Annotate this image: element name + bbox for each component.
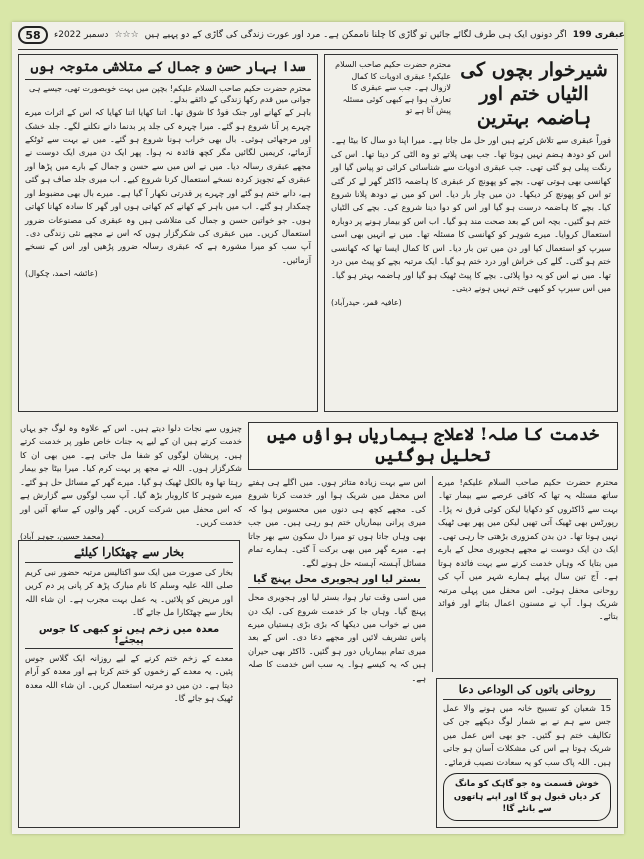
magazine-page bbox=[12, 22, 624, 834]
header-tagline: اگر دونوں ایک ہی طرف لگائے جائیں تو گاڑی کا چلنا ناممکن ہے۔ مرد اور عورت زندگی کی گاڑی کے دو پہیے ہیں bbox=[144, 30, 567, 40]
article-salutation: محترم حضرت حکیم صاحب السلام علیکم! بچپن میں بہت خوبصورت تھی، جیسے ہی جوانی میں قدم رکھا زندگی کے ذائقے بدلے۔ bbox=[29, 83, 311, 105]
article-body: 15 شعبان کو تسبیح خانہ میں ہونے والا عمل جس سے ہم نے بے شمار لوگ دیکھے جن کی تکالیف ختم ہو گئیں۔ جو بھی اس عمل میں شریک ہوتا ہے اس کی مشکلات آسان ہو جاتی ہیں۔ اللہ پاک سب کو یہ سعادت نصیب فرمائے۔ bbox=[443, 702, 611, 767]
article-body-continued: میں اسی وقت تیار ہوا، بستر لیا اور ہجویری محل پہنچ گیا۔ وہاں جا کر خدمت شروع کی۔ ایک دن میں نے خواب میں دیکھا کہ بڑی بڑی ہستیاں میرے پاس تشریف لائیں اور مجھے دعا دی۔ اس کے بعد میری تمام بیماریاں دور ہو گئیں۔ ڈاکٹر بھی حیران ہیں کہ یہ کیسے ہوا۔ یہ سب اس خدمت کا صلہ ہے۔ bbox=[248, 592, 426, 683]
article-title: روحانی باتوں کی الوداعی دعا bbox=[443, 683, 611, 700]
article-fever-relief bbox=[18, 540, 240, 828]
running-head bbox=[12, 22, 624, 48]
article-subheading: بستر لیا اور ہجویری محل پہنچ گیا bbox=[248, 574, 426, 588]
article-body: اس سے بہت زیادہ متاثر ہوں۔ میں اگلے ہی ہفتے اس محفل میں شریک ہوا اور خدمت کرنا شروع کی۔ مجھے کچھ ہی دنوں میں محسوس ہوا کہ میری پرانی بیماریاں ختم ہو رہی ہیں۔ میں جب بھی وہاں جاتا ہوں تو میرا دل سکون سے بھر جاتا ہے۔ میرے گھر میں بھی برکت آ گئی۔ ہمارے تمام مسائل آہستہ آہستہ حل ہونے لگے۔ bbox=[248, 477, 426, 568]
magazine-folio: عبقری 199 bbox=[572, 30, 625, 40]
article-service-right-column bbox=[438, 476, 618, 672]
article-title: بخار سے چھٹکارا کیلئے bbox=[25, 545, 233, 563]
article-farewell-prayer bbox=[436, 678, 618, 828]
article-body: محترم حضرت حکیم صاحب السلام علیکم! میرے ساتھ مسئلہ یہ تھا کہ کافی عرصے سے بیمار تھا۔ بہت سے ڈاکٹروں کو دکھایا لیکن کوئی فرق نہ پڑا۔ رپورٹس بھی ٹھیک آتی تھیں لیکن میں پھر بھی ٹھیک نہیں ہوتا تھا۔ دن بدن کمزوری بڑھتی جا رہی تھی۔ ایک دن ایک دوست نے مجھے ہجویری محل کے بارے میں بتایا کہ وہاں خدمت کرنے سے بہت فائدہ ہوتا ہے۔ آج تین سال پہلے ہمارے شہر میں آپ کی روحانی محفل ہوئی۔ اس محفل میں پہلی مرتبہ شریک ہوا۔ آپ نے مسنون اعمال بتائے اور فوائد بتائے۔ bbox=[438, 477, 618, 622]
lucky-note-pill: خوش قسمت وہ جو گاہک کو مانگ کر دیاں قبول ہو گا اور اپنے ہاتھوں سے بانٹے گا! bbox=[443, 773, 611, 821]
article-service-left-column bbox=[20, 422, 242, 541]
article-body: باہر کے کھانے اور جنک فوڈ کا شوق تھا۔ اتنا کھایا اتنا کھایا کہ اس کے اثرات میرے چہرے پر آنا شروع ہو گئے۔ میرا چہرہ کی جلد پر بدنما دانے نکلنے لگے۔ جلد خشک اور مرجھائی ہوئی۔ بال بھی خراب ہونا شروع ہو گئے۔ میں نے بہت سے ٹوٹکے آزمائے، کریمیں لگائیں مگر کچھ فائدہ نہ ہوا۔ پھر ایک دن میری ایک دوست نے مجھے عبقری رسالہ دیا۔ میں نے اس میں سے حسن و جمال کے بارے میں پڑھا اور عبقری کے تجویز کردہ نسخے استعمال کرنا شروع کیے۔ اب میری جلد صاف ہو گئی ہے، دانے ختم ہو گئے اور چہرے پر قدرتی نکھار آ گیا ہے۔ میرے بال بھی مضبوط اور چمکدار ہو گئے۔ اب میں باہر کے کھانے کم کھاتی ہوں اور گھر کا سادہ کھانا کھاتی ہوں۔ جو خواتین حسن و جمال کی متلاشی ہیں وہ عبقری کی مصنوعات ضرور استعمال کریں۔ میں عبقری کی شکرگزار ہوں کہ اس نے مجھے نئی زندگی دی۔ آپ سب کو میرا مشورہ ہے کہ عبقری رسالہ ضرور پڑھیں اور اس کے نسخے آزمائیں۔ bbox=[25, 107, 311, 265]
article-service-middle-column bbox=[248, 476, 426, 826]
issue-date: دسمبر 2022ء bbox=[54, 30, 109, 40]
article-subheading: معدہ میں زخم ہیں تو کبھی کا جوس پیجئے! bbox=[25, 624, 233, 649]
article-signature: (عافیہ قمر، حیدرآباد) bbox=[331, 297, 402, 307]
article-signature: (محمد حسین، جوہر آباد) bbox=[20, 531, 104, 541]
column-divider bbox=[432, 476, 433, 672]
article-body: چیزوں سے نجات دلوا دیتے ہیں۔ اس کے علاوہ وہ لوگ جو یہاں خدمت کرتے ہیں ان کے لیے یہ جنات خاص طور پر خدمت کرتے ہیں۔ پریشان لوگوں کو شفا مل جاتی ہے۔ میں بھی ان کا شکرگزار ہوں۔ اللہ نے مجھ پر بہت کرم کیا۔ میرا بیٹا جو بیمار رہتا تھا وہ بالکل ٹھیک ہو گیا۔ میرے گھر کے مسائل حل ہو گئے۔ میرے شوہر کا کاروبار بڑھ گیا۔ آپ سب لوگوں سے گزارش ہے کہ اس محفل میں شرکت کریں۔ گھر والوں کے ساتھ آئیں اور خدمت کریں۔ bbox=[20, 423, 242, 528]
article-infant-vomiting bbox=[324, 54, 618, 412]
article-title: سدا بہار حسن و جمال کے متلاشی متوجہ ہوں bbox=[25, 59, 311, 80]
article-title: شیرخوار بچوں کی الٹیاں ختم اور ہاضمہ بہترین bbox=[460, 59, 608, 129]
stars-ornament: ☆☆☆ bbox=[114, 30, 139, 40]
article-beauty-seekers bbox=[18, 54, 318, 412]
article-body-continued: معدے کے زخم ختم کرنے کے لیے روزانہ ایک گلاس جوس پئیں۔ یہ معدے کے زخموں کو ختم کرتا ہے اور معدہ کو آرام دیتا ہے۔ دن میں دو مرتبہ استعمال کریں۔ ان شاء اللہ معدہ ٹھیک ہو جائے گا۔ bbox=[25, 652, 233, 704]
article-body: بخار کی صورت میں ایک سو اکتالیس مرتبہ حضور نبی کریم صلی اللہ علیہ وسلم کا نام مبارک پڑھ کر پانی پر دم کریں اور مریض کو پلائیں۔ یہ عمل بہت مجرب ہے۔ ان شاء اللہ بخار سے چھٹکارا مل جائے گا۔ bbox=[25, 567, 233, 618]
article-signature: (عائشہ احمد، چکوال) bbox=[25, 269, 98, 279]
page-number: 58 bbox=[18, 26, 48, 44]
header-rule bbox=[18, 49, 618, 50]
article-title: خدمت کا صلہ! لاعلاج بیماریاں ہواؤں میں تحلیل ہوگئیں bbox=[267, 424, 599, 466]
service-reward-banner bbox=[248, 422, 618, 470]
article-body: فوراً عبقری سے تلاش کرتے ہیں اور حل مل جاتا ہے۔ میرا اپنا دو سال کا بیٹا ہے۔ اس کو دودھ ہضم نہیں ہوتا تھا۔ جب بھی پلاتے تو وہ الٹی کر دیتا تھا۔ اس کی رنگت پیلی ہو گئی تھی۔ جب عبقری ادویات سے شناسائی کرائی تو پیاس گیا اور کھانسی بھی ہوتی تھی۔ بچے کو پھونچ کر عبقری کا ہاضمہ ڈاکٹر گھر لے کر گئی تو اس کو پھونچ کر دیکھا۔ دن میں چار بار دیا۔ اس کو میں نے دودھ پلانا شروع کیا۔ بچے کا ہاضمہ درست ہو گیا اور اس کو دوا دینا شروع کی۔ بچے کی الٹیاں ختم ہو گئیں۔ بچہ اس کے بعد صحت مند ہو گیا۔ اب اس کو بیمار ہونے پر دوبارہ استعمال کروایا۔ میرے شوہر کو کھانسی کا مسئلہ تھا۔ میں نے انہیں بھی اسی سیرپ کو استعمال کیا اور دن میں تین بار دیا۔ اس کا کمال ایسا تھا کہ کھانسی ختم ہو گئی۔ گلے کی خراش اور درد ختم ہو گیا۔ ایک مرتبہ بچے کو پیٹ میں درد تھا۔ میں نے اس کو یہ دوا پلائی۔ بچے کا پیٹ ٹھیک ہو گیا اور ہاضمہ بہتر ہو گیا۔ میں اس سیرپ کو کبھی ختم نہیں ہونے دیتی۔ bbox=[331, 135, 611, 294]
article-salutation: محترم حضرت حکیم صاحب السلام علیکم! عبقری ادویات کا کمال لازوال ہے۔ جب سے عبقری کا تعارف ہوا ہے کبھی کوئی مسئلہ پیش آتا ہے تو bbox=[335, 60, 451, 116]
